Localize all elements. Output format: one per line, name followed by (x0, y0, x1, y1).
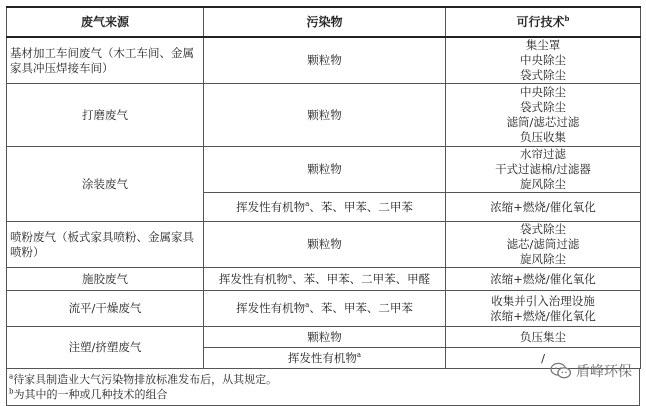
table-row (7, 37, 641, 84)
pollutant-cell: 挥发性有机物$^a$、苯、甲苯、二甲苯 (204, 193, 446, 222)
tech-item: 袋式除尘 (520, 100, 566, 114)
tech-item: 收集并引入治理设施 (491, 293, 595, 308)
tech-item: 旋风除尘 (520, 252, 566, 266)
tech-item: 中央除尘 (520, 85, 566, 99)
tech-cell: 浓缩+燃烧/催化氧化 (446, 193, 641, 222)
pollutant-cell: 颗粒物 (204, 37, 446, 84)
table-row (7, 291, 641, 327)
watermark-text: 盾峰环保 (576, 364, 632, 380)
tech-item: 袋式除尘 (520, 68, 566, 82)
tech-item: 袋式除尘 (520, 222, 566, 236)
note-b: $^b$为其中的一种或几种技术的组合 (9, 387, 168, 401)
source-cell: 注塑/挤塑废气 (7, 327, 204, 369)
pollutant-cell: 颗粒物 (204, 147, 446, 193)
source-cell: 基材加工车间废气（木工车间、金属家具冲压焊接车间） (7, 37, 204, 84)
pollutant-cell: 挥发性有机物$^a$ (204, 348, 446, 369)
tech-cell: 负压集尘 (446, 327, 641, 348)
header-pollutant: 污染物 (204, 7, 446, 37)
tech-item: 干式过滤棉/过滤器 (495, 162, 591, 176)
header-source: 废气来源 (7, 7, 204, 37)
emission-technology-table (6, 6, 641, 369)
source-cell: 施胶废气 (7, 268, 204, 291)
tech-item: 负压收集 (520, 130, 566, 144)
source-cell: 涂装废气 (7, 147, 204, 222)
table-row (7, 147, 641, 193)
table-row (7, 222, 641, 268)
pollutant-cell: 挥发性有机物$^a$、苯、甲苯、二甲苯 (204, 291, 446, 327)
table-row (7, 84, 641, 147)
tech-cell: 浓缩+燃烧/催化氧化 (446, 268, 641, 291)
tech-cell (446, 147, 641, 193)
table-row (7, 327, 641, 348)
tech-item: 水帘过滤 (520, 147, 566, 161)
tech-item: 集尘罩 (525, 38, 561, 52)
header-tech: 可行技术$^b$ (446, 7, 641, 37)
pollutant-cell: 颗粒物 (204, 327, 446, 348)
tech-cell (446, 291, 641, 327)
emission-table-container (6, 6, 640, 406)
source-cell: 喷粉废气（板式家具喷粉、金属家具喷粉） (7, 222, 204, 268)
table-notes (6, 369, 640, 406)
source-cell: 打磨废气 (7, 84, 204, 147)
tech-item: 浓缩+燃烧/催化氧化 (490, 308, 596, 323)
pollutant-cell: 颗粒物 (204, 222, 446, 268)
tech-cell (446, 222, 641, 268)
table-row (7, 268, 641, 291)
tech-cell (446, 37, 641, 84)
tech-item: 中央除尘 (520, 53, 566, 67)
pollutant-cell: 颗粒物 (204, 84, 446, 147)
tech-item: 滤筒/滤芯过滤 (506, 115, 580, 129)
tech-item: 滤芯/滤筒过滤 (506, 237, 580, 251)
tech-cell (446, 84, 641, 147)
header-row (7, 7, 641, 37)
wechat-logo-icon (550, 362, 572, 380)
note-a: $^a$待家具制造业大气污染物排放标准发布后，从其规定。 (9, 372, 278, 386)
tech-item: 旋风除尘 (520, 177, 566, 191)
watermark (550, 361, 632, 381)
tech-cell: / (446, 348, 641, 369)
header-tech-sup: b (564, 13, 570, 23)
source-cell: 流平/干燥废气 (7, 291, 204, 327)
pollutant-cell: 挥发性有机物$^a$、苯、甲苯、二甲苯、甲醛 (204, 268, 446, 291)
